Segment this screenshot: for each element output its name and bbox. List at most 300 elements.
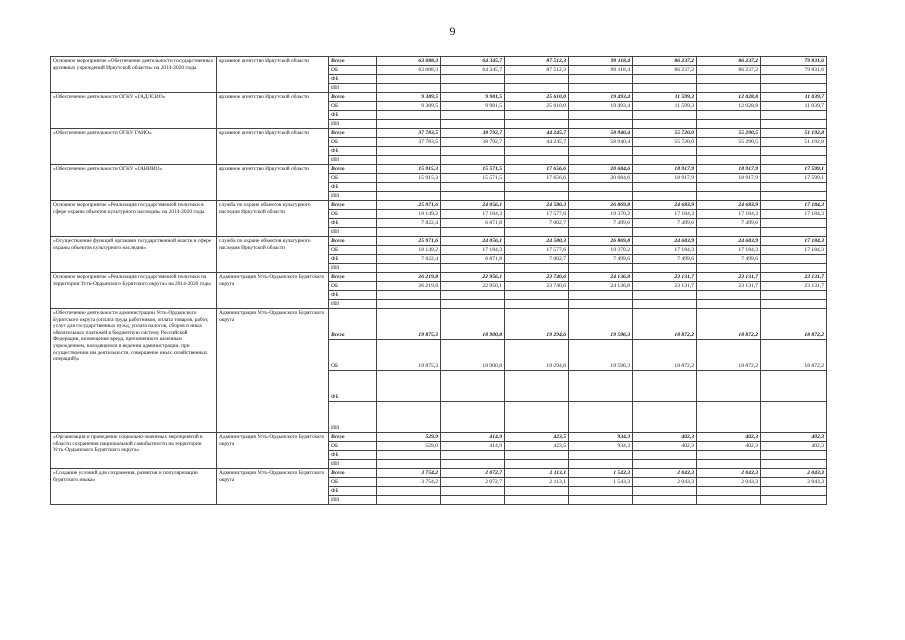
- amount-cell: [633, 487, 697, 496]
- amount-cell: 17 184,3: [761, 201, 827, 210]
- table-row: [51, 93, 827, 102]
- amount-cell: [505, 451, 569, 460]
- amount-cell: 7 499,6: [633, 219, 697, 228]
- funding-source: ОБ: [329, 174, 377, 183]
- amount-cell: 18 872,2: [697, 309, 761, 340]
- amount-cell: 7 822,4: [377, 219, 441, 228]
- amount-cell: [441, 228, 505, 237]
- table-row: [51, 201, 827, 210]
- amount-cell: 17 577,6: [505, 246, 569, 255]
- amount-cell: [505, 84, 569, 93]
- measure-description: «Обеспечение деятельности ОГКУ «ГАНИИО»: [51, 165, 217, 201]
- amount-cell: [377, 183, 441, 192]
- amount-cell: 402,3: [761, 442, 827, 451]
- amount-cell: 17 184,3: [697, 210, 761, 219]
- amount-cell: [441, 402, 505, 433]
- amount-cell: 2 072,7: [441, 469, 505, 478]
- amount-cell: [505, 402, 569, 433]
- amount-cell: [697, 75, 761, 84]
- amount-cell: [505, 75, 569, 84]
- amount-cell: [633, 300, 697, 309]
- funding-source: ИИ: [329, 264, 377, 273]
- amount-cell: 20 684,6: [569, 165, 633, 174]
- amount-cell: [569, 156, 633, 165]
- amount-cell: 44 245,7: [505, 129, 569, 138]
- responsible-executor: Администрация Усть-Ордынского Бурятского округа: [217, 273, 329, 309]
- funding-source: ОБ: [329, 478, 377, 487]
- amount-cell: 11 039,7: [761, 102, 827, 111]
- amount-cell: [761, 451, 827, 460]
- amount-cell: [761, 156, 827, 165]
- amount-cell: 18 872,2: [633, 340, 697, 371]
- amount-cell: [505, 487, 569, 496]
- funding-source: ФБ: [329, 183, 377, 192]
- amount-cell: 17 577,6: [505, 210, 569, 219]
- amount-cell: [697, 402, 761, 433]
- table-row: [51, 165, 827, 174]
- amount-cell: 58 940,4: [569, 138, 633, 147]
- amount-cell: 19 875,3: [377, 309, 441, 340]
- amount-cell: 18 872,2: [633, 309, 697, 340]
- amount-cell: 51 192,8: [761, 138, 827, 147]
- amount-cell: 19 493,4: [569, 93, 633, 102]
- amount-cell: [377, 451, 441, 460]
- amount-cell: [441, 291, 505, 300]
- amount-cell: 11 599,3: [633, 102, 697, 111]
- funding-source: ФБ: [329, 371, 377, 402]
- amount-cell: 86 237,2: [697, 66, 761, 75]
- amount-cell: [697, 147, 761, 156]
- responsible-executor: архивное агентство Иркутской области: [217, 57, 329, 93]
- measure-description: Основное мероприятие «Обеспечение деятельности государственных архивных учреждений Иркутской области» на 2014-2020 годы: [51, 57, 217, 93]
- amount-cell: 25 971,6: [377, 201, 441, 210]
- amount-cell: 22 956,1: [441, 273, 505, 282]
- funding-source: Всего: [329, 93, 377, 102]
- amount-cell: [569, 291, 633, 300]
- amount-cell: 24 580,3: [505, 237, 569, 246]
- table-row: [51, 469, 827, 478]
- amount-cell: 22 956,1: [441, 282, 505, 291]
- amount-cell: 19 370,2: [569, 210, 633, 219]
- amount-cell: 51 192,8: [761, 129, 827, 138]
- amount-cell: 55 290,5: [697, 129, 761, 138]
- funding-source: Всего: [329, 57, 377, 66]
- amount-cell: 24 683,9: [697, 201, 761, 210]
- amount-cell: [697, 496, 761, 505]
- measure-description: «Обеспечение деятельности ОГКУ ГАИО»: [51, 129, 217, 165]
- amount-cell: 15 915,3: [377, 174, 441, 183]
- table-row: [51, 57, 827, 66]
- amount-cell: 20 684,6: [569, 174, 633, 183]
- amount-cell: 7 002,7: [505, 255, 569, 264]
- amount-cell: 414,9: [441, 433, 505, 442]
- amount-cell: [441, 496, 505, 505]
- amount-cell: [761, 228, 827, 237]
- amount-cell: [633, 402, 697, 433]
- responsible-executor: служба по охране объектов культурного наследия Иркутской области: [217, 237, 329, 273]
- amount-cell: [761, 75, 827, 84]
- amount-cell: 18 917,9: [633, 174, 697, 183]
- funding-source: Всего: [329, 237, 377, 246]
- amount-cell: 18 872,2: [697, 340, 761, 371]
- amount-cell: [761, 402, 827, 433]
- amount-cell: 11 599,3: [633, 93, 697, 102]
- funding-source: ФБ: [329, 111, 377, 120]
- table-row: [51, 237, 827, 246]
- measure-description: «Обеспечение деятельности ОГКУ «ГАДЛСИО»: [51, 93, 217, 129]
- amount-cell: 99 118,4: [569, 66, 633, 75]
- amount-cell: [441, 75, 505, 84]
- amount-cell: 23 131,7: [633, 282, 697, 291]
- amount-cell: [569, 402, 633, 433]
- amount-cell: [569, 451, 633, 460]
- amount-cell: 19 493,4: [569, 102, 633, 111]
- amount-cell: [569, 228, 633, 237]
- amount-cell: [633, 451, 697, 460]
- amount-cell: 15 915,3: [377, 165, 441, 174]
- amount-cell: 19 294,6: [505, 309, 569, 340]
- amount-cell: [569, 460, 633, 469]
- amount-cell: [697, 111, 761, 120]
- amount-cell: 79 831,6: [761, 66, 827, 75]
- amount-cell: 26 869,8: [569, 237, 633, 246]
- amount-cell: [697, 291, 761, 300]
- amount-cell: [441, 120, 505, 129]
- table-row: [51, 433, 827, 442]
- amount-cell: 19 596,3: [569, 309, 633, 340]
- amount-cell: 17 599,1: [761, 165, 827, 174]
- amount-cell: 18 900,8: [441, 340, 505, 371]
- amount-cell: [633, 183, 697, 192]
- amount-cell: 7 822,4: [377, 255, 441, 264]
- amount-cell: [569, 371, 633, 402]
- amount-cell: [697, 264, 761, 273]
- funding-source: ИИ: [329, 228, 377, 237]
- funding-source: ОБ: [329, 66, 377, 75]
- amount-cell: [377, 264, 441, 273]
- amount-cell: 2 043,3: [697, 478, 761, 487]
- amount-cell: 86 237,2: [697, 57, 761, 66]
- amount-cell: [569, 487, 633, 496]
- amount-cell: 23 131,7: [761, 282, 827, 291]
- amount-cell: 7 499,6: [697, 255, 761, 264]
- funding-source: ИИ: [329, 120, 377, 129]
- amount-cell: 38 792,7: [441, 129, 505, 138]
- amount-cell: 17 184,3: [441, 246, 505, 255]
- amount-cell: [569, 111, 633, 120]
- responsible-executor: Администрация Усть-Ордынского Бурятского округа: [217, 433, 329, 469]
- amount-cell: 7 499,6: [569, 219, 633, 228]
- amount-cell: [505, 460, 569, 469]
- page-number: 9: [449, 24, 456, 38]
- amount-cell: 17 184,3: [761, 237, 827, 246]
- amount-cell: 6 871,8: [441, 255, 505, 264]
- amount-cell: [569, 120, 633, 129]
- funding-source: ОБ: [329, 442, 377, 451]
- amount-cell: 17 184,3: [761, 246, 827, 255]
- responsible-executor: Администрация Усть-Ордынского Бурятского округа: [217, 469, 329, 505]
- amount-cell: [697, 183, 761, 192]
- amount-cell: [377, 84, 441, 93]
- funding-source: ФБ: [329, 255, 377, 264]
- amount-cell: [377, 291, 441, 300]
- amount-cell: [569, 300, 633, 309]
- amount-cell: 26 219,8: [377, 273, 441, 282]
- amount-cell: 423,5: [505, 433, 569, 442]
- amount-cell: [761, 192, 827, 201]
- amount-cell: 26 869,8: [569, 201, 633, 210]
- amount-cell: 24 136,8: [569, 282, 633, 291]
- amount-cell: [505, 120, 569, 129]
- amount-cell: 18 917,9: [697, 174, 761, 183]
- amount-cell: 934,3: [569, 442, 633, 451]
- amount-cell: 23 131,7: [761, 273, 827, 282]
- amount-cell: 24 683,9: [633, 201, 697, 210]
- funding-source: ФБ: [329, 147, 377, 156]
- funding-source: Всего: [329, 129, 377, 138]
- amount-cell: [761, 496, 827, 505]
- amount-cell: [633, 147, 697, 156]
- amount-cell: 17 184,3: [697, 246, 761, 255]
- amount-cell: [377, 228, 441, 237]
- amount-cell: 6 871,8: [441, 219, 505, 228]
- funding-source: Всего: [329, 273, 377, 282]
- funding-source: ИИ: [329, 496, 377, 505]
- amount-cell: 24 136,8: [569, 273, 633, 282]
- amount-cell: 63 088,3: [377, 57, 441, 66]
- amount-cell: [441, 156, 505, 165]
- amount-cell: 87 512,3: [505, 66, 569, 75]
- amount-cell: 23 131,7: [697, 282, 761, 291]
- amount-cell: 23 131,7: [697, 273, 761, 282]
- amount-cell: [505, 228, 569, 237]
- amount-cell: [505, 291, 569, 300]
- amount-cell: 15 571,5: [441, 174, 505, 183]
- table-body: [51, 57, 827, 505]
- amount-cell: 79 831,6: [761, 57, 827, 66]
- amount-cell: 17 656,6: [505, 165, 569, 174]
- amount-cell: 37 783,5: [377, 138, 441, 147]
- amount-cell: [697, 192, 761, 201]
- amount-cell: [761, 111, 827, 120]
- amount-cell: [377, 120, 441, 129]
- amount-cell: [697, 300, 761, 309]
- budget-table: [50, 56, 827, 505]
- amount-cell: 23 131,7: [633, 273, 697, 282]
- amount-cell: 18 917,9: [697, 165, 761, 174]
- responsible-executor: архивное агентство Иркутской области: [217, 165, 329, 201]
- amount-cell: [505, 183, 569, 192]
- amount-cell: 55 720,0: [633, 129, 697, 138]
- amount-cell: 2 043,3: [633, 478, 697, 487]
- amount-cell: 17 184,3: [441, 210, 505, 219]
- amount-cell: 2 072,7: [441, 478, 505, 487]
- funding-source: Всего: [329, 165, 377, 174]
- amount-cell: 26 219,8: [377, 282, 441, 291]
- amount-cell: [761, 291, 827, 300]
- amount-cell: 11 039,7: [761, 93, 827, 102]
- table-row: [51, 129, 827, 138]
- amount-cell: 402,3: [697, 433, 761, 442]
- amount-cell: 64 345,7: [441, 57, 505, 66]
- amount-cell: [761, 264, 827, 273]
- amount-cell: 402,3: [761, 433, 827, 442]
- amount-cell: 86 237,2: [633, 66, 697, 75]
- amount-cell: [697, 84, 761, 93]
- amount-cell: [505, 147, 569, 156]
- amount-cell: 24 683,9: [633, 237, 697, 246]
- amount-cell: [697, 487, 761, 496]
- amount-cell: 2 043,3: [761, 478, 827, 487]
- amount-cell: [505, 264, 569, 273]
- amount-cell: [441, 84, 505, 93]
- amount-cell: 15 571,5: [441, 165, 505, 174]
- amount-cell: 9 389,5: [377, 102, 441, 111]
- amount-cell: 44 245,7: [505, 138, 569, 147]
- amount-cell: 402,3: [633, 442, 697, 451]
- amount-cell: [377, 75, 441, 84]
- amount-cell: 23 740,6: [505, 282, 569, 291]
- amount-cell: 25 610,0: [505, 102, 569, 111]
- amount-cell: 24 056,1: [441, 201, 505, 210]
- amount-cell: [697, 120, 761, 129]
- funding-source: ОБ: [329, 246, 377, 255]
- funding-source: ИИ: [329, 156, 377, 165]
- amount-cell: [761, 487, 827, 496]
- amount-cell: 17 656,6: [505, 174, 569, 183]
- amount-cell: 2 043,3: [761, 469, 827, 478]
- amount-cell: 2 113,1: [505, 469, 569, 478]
- amount-cell: [505, 300, 569, 309]
- amount-cell: 24 683,9: [697, 237, 761, 246]
- amount-cell: 529,9: [377, 433, 441, 442]
- amount-cell: [377, 496, 441, 505]
- amount-cell: [377, 192, 441, 201]
- amount-cell: [377, 147, 441, 156]
- amount-cell: 2 043,3: [633, 469, 697, 478]
- funding-source: ИИ: [329, 300, 377, 309]
- amount-cell: [505, 156, 569, 165]
- responsible-executor: служба по охране объектов культурного наследия Иркутской области: [217, 201, 329, 237]
- amount-cell: [761, 183, 827, 192]
- amount-cell: 12 028,8: [697, 93, 761, 102]
- funding-source: ОБ: [329, 102, 377, 111]
- amount-cell: 19 294,6: [505, 340, 569, 371]
- measure-description: Основное мероприятие «Реализация государственной политики на территории Усть-Ордынского Бурятского округа» на 2014-2020 годы: [51, 273, 217, 309]
- amount-cell: 7 499,6: [569, 255, 633, 264]
- amount-cell: [633, 496, 697, 505]
- amount-cell: [441, 371, 505, 402]
- funding-source: ОБ: [329, 282, 377, 291]
- amount-cell: [569, 75, 633, 84]
- amount-cell: [441, 192, 505, 201]
- amount-cell: [569, 264, 633, 273]
- amount-cell: [761, 84, 827, 93]
- amount-cell: [633, 120, 697, 129]
- amount-cell: [633, 111, 697, 120]
- amount-cell: [505, 496, 569, 505]
- amount-cell: [441, 487, 505, 496]
- amount-cell: [697, 371, 761, 402]
- amount-cell: 18 149,2: [377, 246, 441, 255]
- funding-source: ИИ: [329, 192, 377, 201]
- funding-source: ФБ: [329, 451, 377, 460]
- amount-cell: 934,3: [569, 433, 633, 442]
- amount-cell: [569, 84, 633, 93]
- amount-cell: 19 596,3: [569, 340, 633, 371]
- amount-cell: [633, 75, 697, 84]
- amount-cell: [697, 156, 761, 165]
- amount-cell: 55 290,5: [697, 138, 761, 147]
- amount-cell: 7 499,6: [697, 219, 761, 228]
- amount-cell: 529,0: [377, 442, 441, 451]
- amount-cell: 1 543,3: [569, 469, 633, 478]
- amount-cell: [569, 147, 633, 156]
- amount-cell: [441, 451, 505, 460]
- table-row: [51, 273, 827, 282]
- amount-cell: [761, 120, 827, 129]
- amount-cell: 24 580,3: [505, 201, 569, 210]
- responsible-executor: архивное агентство Иркутской области: [217, 93, 329, 129]
- amount-cell: [761, 371, 827, 402]
- amount-cell: 17 184,3: [633, 210, 697, 219]
- amount-cell: [697, 228, 761, 237]
- funding-source: Всего: [329, 433, 377, 442]
- amount-cell: 3 754,2: [377, 469, 441, 478]
- amount-cell: 18 149,2: [377, 210, 441, 219]
- amount-cell: [633, 84, 697, 93]
- funding-source: ФБ: [329, 219, 377, 228]
- amount-cell: [633, 291, 697, 300]
- amount-cell: [697, 451, 761, 460]
- amount-cell: 9 389,5: [377, 93, 441, 102]
- funding-source: ФБ: [329, 75, 377, 84]
- amount-cell: [377, 371, 441, 402]
- funding-source: ОБ: [329, 138, 377, 147]
- amount-cell: 18 917,9: [633, 165, 697, 174]
- responsible-executor: Администрация Усть-Ордынского Бурятского округа: [217, 309, 329, 433]
- amount-cell: 17 184,3: [633, 246, 697, 255]
- amount-cell: 19 370,2: [569, 246, 633, 255]
- measure-description: Основное мероприятие «Реализация государственной политики в сфере охраны объектов культурного наследия» на 2014-2020 годы: [51, 201, 217, 237]
- funding-source: ОБ: [329, 210, 377, 219]
- amount-cell: [377, 156, 441, 165]
- amount-cell: [633, 371, 697, 402]
- amount-cell: 1 543,3: [569, 478, 633, 487]
- funding-source: ИИ: [329, 84, 377, 93]
- amount-cell: 99 118,4: [569, 57, 633, 66]
- amount-cell: [569, 192, 633, 201]
- measure-description: «Создание условий для сохранения, развития и популяризации бурятского языка»: [51, 469, 217, 505]
- funding-source: ОБ: [329, 340, 377, 371]
- amount-cell: 7 499,6: [633, 255, 697, 264]
- amount-cell: 37 783,5: [377, 129, 441, 138]
- amount-cell: [761, 147, 827, 156]
- amount-cell: 23 740,6: [505, 273, 569, 282]
- amount-cell: [377, 300, 441, 309]
- amount-cell: 9 981,5: [441, 102, 505, 111]
- amount-cell: [441, 183, 505, 192]
- amount-cell: 414,9: [441, 442, 505, 451]
- amount-cell: 7 002,7: [505, 219, 569, 228]
- funding-source: Всего: [329, 469, 377, 478]
- amount-cell: [633, 192, 697, 201]
- amount-cell: [697, 460, 761, 469]
- amount-cell: [569, 496, 633, 505]
- amount-cell: 63 088,3: [377, 66, 441, 75]
- amount-cell: [441, 300, 505, 309]
- amount-cell: 12 028,8: [697, 102, 761, 111]
